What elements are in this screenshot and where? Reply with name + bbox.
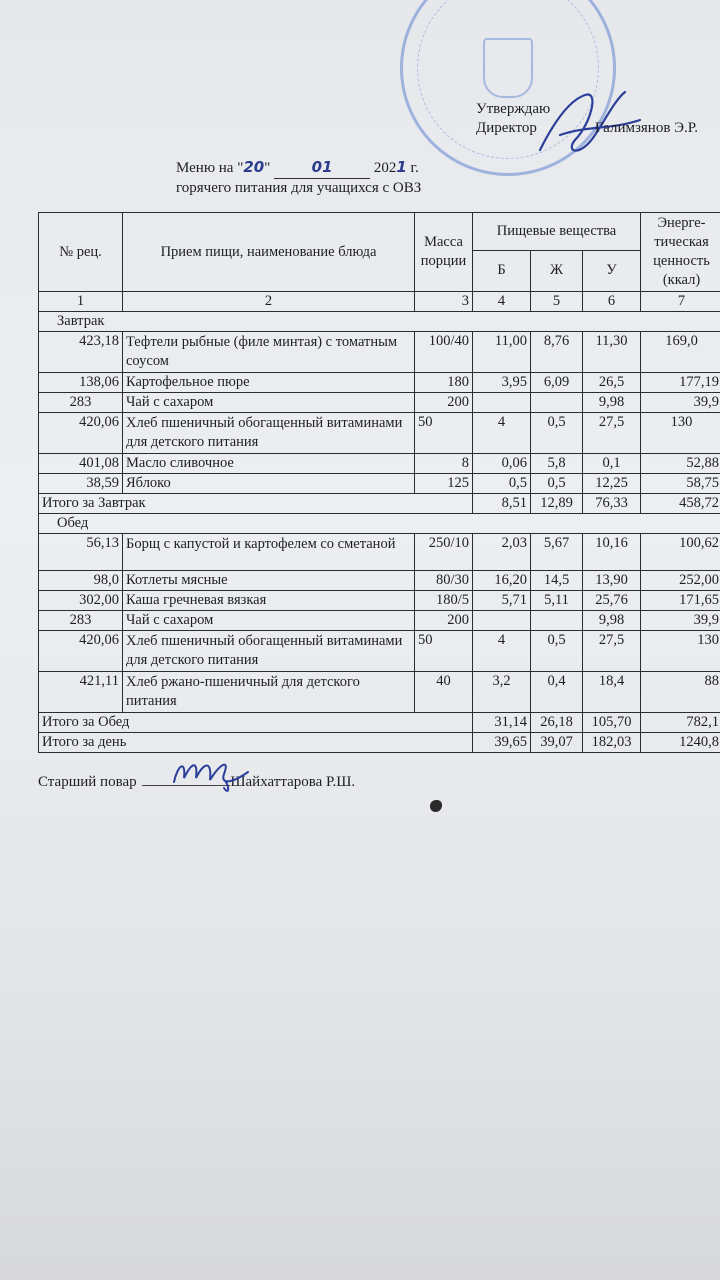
cook-label: Старший повар [38,774,137,790]
title-month-field [274,158,370,179]
dish-name: Картофельное пюре [123,373,415,393]
portion-mass: 40 [415,672,473,713]
fat-value: 5,11 [531,591,583,611]
rec-number: 302,00 [39,591,123,611]
column-number-row [39,292,720,312]
table-row [39,571,720,591]
protein-value [473,393,531,413]
day-total-row [39,733,720,753]
protein-value: 2,03 [473,534,531,571]
table-row [39,672,720,713]
energy-value: 169,0 [641,332,720,373]
fat-total: 26,18 [531,713,583,733]
title-year-digit: 1 [396,158,407,176]
protein-value: 3,2 [473,672,531,713]
section-label: Завтрак [39,312,720,332]
dish-name: Хлеб ржано-пшеничный для детского питания [123,672,415,713]
table-row [39,332,720,373]
total-label: Итого за Обед [39,713,473,733]
carb-value: 0,1 [583,454,641,474]
table-row [39,611,720,631]
energy-value: 39,9 [641,393,720,413]
header-energy: Энерге-тическая ценность (ккал) [641,213,720,292]
col-number: 5 [531,292,583,312]
portion-mass: 250/10 [415,534,473,571]
energy-value: 177,19 [641,373,720,393]
fat-value: 0,5 [531,474,583,494]
energy-total: 782,1 [641,713,720,733]
rec-number: 283 [39,393,123,413]
carb-value: 9,98 [583,393,641,413]
rec-number: 138,06 [39,373,123,393]
title-prefix: Меню на " [176,160,244,176]
energy-value: 171,65 [641,591,720,611]
title-mid: " [264,160,275,176]
dish-name: Тефтели рыбные (филе минтая) с томатным соусом [123,332,415,373]
col-number: 4 [473,292,531,312]
protein-value: 3,95 [473,373,531,393]
energy-total: 458,72 [641,494,720,514]
breakfast-total-row [39,494,720,514]
title-suffix: г. [406,160,419,176]
dish-name: Котлеты мясные [123,571,415,591]
title-line-1 [176,158,421,179]
energy-value: 252,00 [641,571,720,591]
carb-value: 27,5 [583,631,641,672]
carb-value: 10,16 [583,534,641,571]
cook-signature [168,752,258,796]
portion-mass: 8 [415,454,473,474]
header-rec: № рец. [39,213,123,292]
ink-blot [430,800,442,812]
fat-value [531,611,583,631]
dish-name: Борщ с капустой и картофелем со сметаной [123,534,415,571]
cook-name: Шайхаттарова Р.Ш. [230,774,356,790]
carb-total: 76,33 [583,494,641,514]
carb-value: 18,4 [583,672,641,713]
portion-mass: 180/5 [415,591,473,611]
portion-mass: 180 [415,373,473,393]
table-row [39,393,720,413]
dish-name: Хлеб пшеничный обогащенный витаминами для детского питания [123,413,415,454]
carb-total: 105,70 [583,713,641,733]
table-row [39,591,720,611]
fat-value: 0,5 [531,413,583,454]
header-row [39,213,720,251]
menu-table [38,212,720,753]
carb-total: 182,03 [583,733,641,753]
carb-value: 12,25 [583,474,641,494]
portion-mass: 200 [415,611,473,631]
carb-value: 25,76 [583,591,641,611]
protein-value: 0,06 [473,454,531,474]
rec-number: 420,06 [39,413,123,454]
energy-value: 130 [641,413,720,454]
col-number: 2 [123,292,415,312]
protein-value: 4 [473,631,531,672]
portion-mass: 50 [415,631,473,672]
header-dish: Прием пищи, наименование блюда [123,213,415,292]
approval-line: Утверждаю [476,101,551,117]
section-row-lunch [39,514,720,534]
document-title [176,158,421,198]
rec-number: 423,18 [39,332,123,373]
protein-value: 11,00 [473,332,531,373]
total-label: Итого за Завтрак [39,494,473,514]
energy-total: 1240,8 [641,733,720,753]
director-label: Директор [476,120,537,136]
rec-number: 38,59 [39,474,123,494]
dish-name: Яблоко [123,474,415,494]
protein-value: 4 [473,413,531,454]
fat-value: 8,76 [531,332,583,373]
director-line [476,119,698,138]
rec-number: 401,08 [39,454,123,474]
title-month: 01 [311,158,333,176]
fat-value: 5,8 [531,454,583,474]
portion-mass: 200 [415,393,473,413]
rec-number: 421,11 [39,672,123,713]
rec-number: 56,13 [39,534,123,571]
col-number: 6 [583,292,641,312]
col-number: 7 [641,292,720,312]
protein-value: 16,20 [473,571,531,591]
header-b: Б [473,250,531,291]
carb-value: 13,90 [583,571,641,591]
protein-value: 0,5 [473,474,531,494]
dish-name: Хлеб пшеничный обогащенный витаминами для детского питания [123,631,415,672]
energy-value: 39,9 [641,611,720,631]
fat-total: 39,07 [531,733,583,753]
table-row [39,454,720,474]
portion-mass: 50 [415,413,473,454]
table-row [39,631,720,672]
fat-value: 0,5 [531,631,583,672]
protein-value: 5,71 [473,591,531,611]
portion-mass: 125 [415,474,473,494]
table-row [39,534,720,571]
header-zh: Ж [531,250,583,291]
protein-value [473,611,531,631]
protein-total: 39,65 [473,733,531,753]
energy-value: 100,62 [641,534,720,571]
director-name: Галимзянов Э.Р. [594,120,699,136]
rec-number: 420,06 [39,631,123,672]
table-row [39,373,720,393]
header-mass: Масса порции [415,213,473,292]
rec-number: 283 [39,611,123,631]
carb-value: 11,30 [583,332,641,373]
dish-name: Чай с сахаром [123,611,415,631]
lunch-total-row [39,713,720,733]
title-day: 20 [243,158,265,176]
carb-value: 26,5 [583,373,641,393]
dish-name: Чай с сахаром [123,393,415,413]
title-line-2: горячего питания для учащихся с ОВЗ [176,180,422,196]
col-number: 3 [415,292,473,312]
stamp-emblem [483,38,533,98]
protein-total: 31,14 [473,713,531,733]
fat-total: 12,89 [531,494,583,514]
header-u: У [583,250,641,291]
energy-value: 130 [641,631,720,672]
col-number: 1 [39,292,123,312]
protein-total: 8,51 [473,494,531,514]
portion-mass: 100/40 [415,332,473,373]
energy-value: 52,88 [641,454,720,474]
header-nutrients: Пищевые вещества [473,213,641,251]
fat-value [531,393,583,413]
fat-value: 6,09 [531,373,583,393]
section-label: Обед [39,514,720,534]
fat-value: 0,4 [531,672,583,713]
section-row-breakfast [39,312,720,332]
table-row [39,474,720,494]
energy-value: 58,75 [641,474,720,494]
fat-value: 14,5 [531,571,583,591]
total-label: Итого за день [39,733,473,753]
carb-value: 9,98 [583,611,641,631]
portion-mass: 80/30 [415,571,473,591]
title-year-prefix: 202 [370,160,397,176]
approval-block [476,100,698,138]
table-row [39,413,720,454]
carb-value: 27,5 [583,413,641,454]
dish-name: Каша гречневая вязкая [123,591,415,611]
dish-name: Масло сливочное [123,454,415,474]
fat-value: 5,67 [531,534,583,571]
rec-number: 98,0 [39,571,123,591]
energy-value: 88 [641,672,720,713]
